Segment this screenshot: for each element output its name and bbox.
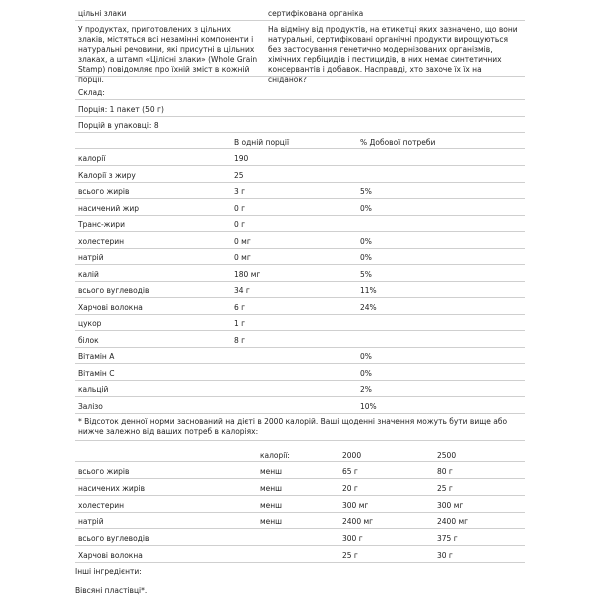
fact-daily-percent: 0% xyxy=(360,352,372,361)
row-divider xyxy=(75,314,525,315)
row-divider xyxy=(75,231,525,232)
fact-name: Вітамін А xyxy=(78,352,115,361)
fact-daily-percent: 0% xyxy=(360,253,372,262)
dv-2500-header: 2500 xyxy=(437,451,457,460)
row-divider xyxy=(75,215,525,216)
dv-condition: менш xyxy=(260,517,283,527)
organic-text: На відміну від продуктів, на етикетці яких зазначено, що вони натуральні, сертифіковані органічні продукти вирощуються без застосування генетично модернізованих організмів, хімічних гербіцидів і пестицидів, в них немає синтетичних консервантів і добавок. Насправді, хто захоче їх їх на сніданок? xyxy=(268,25,518,84)
fact-name: Транс-жири xyxy=(78,220,125,229)
intro-divider xyxy=(75,20,525,21)
row-divider xyxy=(75,528,525,529)
fact-name: Залізо xyxy=(78,401,103,411)
fact-amount: 0 мг xyxy=(234,253,251,262)
fact-amount: 180 мг xyxy=(234,269,261,279)
footnote: * Відсоток денної норми заснований на дієті в 2000 калорій. Ваші щоденні значення можуть бути вище або нижче залежно від ваших потреб в калоріях: xyxy=(78,417,508,436)
fact-name: насичений жир xyxy=(78,203,139,213)
col-per-serving: В одній порції xyxy=(234,138,290,147)
row-divider xyxy=(75,198,525,199)
fact-amount: 1 г xyxy=(234,319,246,328)
dv-value-2000: 20 г xyxy=(342,483,358,493)
row-divider xyxy=(75,495,525,496)
row-divider xyxy=(75,396,525,397)
fact-amount: 0 г xyxy=(234,220,246,229)
divider xyxy=(75,440,525,441)
dv-condition: менш xyxy=(260,500,283,510)
row-divider xyxy=(75,165,525,166)
fact-name: холестерин xyxy=(78,236,125,246)
dv-nutrient: холестерин xyxy=(78,500,125,510)
dv-value-2500: 300 мг xyxy=(437,500,464,510)
fact-daily-percent: 10% xyxy=(360,401,377,411)
row-divider xyxy=(75,347,525,348)
dv-value-2500: 80 г xyxy=(437,467,453,476)
row-divider xyxy=(75,363,525,364)
fact-amount: 0 мг xyxy=(234,236,251,246)
dv-calories-label: калорії: xyxy=(260,451,290,460)
fact-amount: 25 xyxy=(234,170,244,180)
intro-bottom-divider xyxy=(75,76,525,77)
dv-nutrient: натрій xyxy=(78,517,104,527)
row-divider xyxy=(75,545,525,546)
fact-amount: 0 г xyxy=(234,203,246,213)
row-divider xyxy=(75,297,525,298)
ingredients-heading: Інші інгредієнти: xyxy=(75,567,142,576)
fact-amount: 34 г xyxy=(234,286,250,295)
fact-daily-percent: 24% xyxy=(360,302,377,312)
organic-heading: сертифікована органіка xyxy=(268,9,364,18)
fact-name: калій xyxy=(78,269,99,279)
fact-daily-percent: 11% xyxy=(360,286,377,295)
fact-amount: 6 г xyxy=(234,302,246,312)
fact-daily-percent: 0% xyxy=(360,236,372,246)
row-divider xyxy=(75,413,525,414)
row-divider xyxy=(75,248,525,249)
fact-name: натрій xyxy=(78,253,104,262)
row-divider xyxy=(75,330,525,331)
dv-condition: менш xyxy=(260,483,283,493)
fact-amount: 3 г xyxy=(234,187,246,196)
divider xyxy=(75,99,525,100)
serving-size: Порція: 1 пакет (50 г) xyxy=(78,105,164,114)
dv-value-2000: 2400 мг xyxy=(342,517,374,527)
fact-name: цукор xyxy=(78,319,102,328)
dv-condition: менш xyxy=(260,467,283,476)
row-divider xyxy=(75,380,525,381)
servings-per-pack: Порцій в упаковці: 8 xyxy=(78,121,159,130)
row-divider xyxy=(75,281,525,282)
fact-daily-percent: 0% xyxy=(360,203,372,213)
fact-daily-percent: 5% xyxy=(360,269,372,279)
dv-value-2000: 65 г xyxy=(342,467,358,476)
fact-daily-percent: 0% xyxy=(360,368,372,378)
fact-amount: 8 г xyxy=(234,335,246,345)
divider xyxy=(75,132,525,133)
whole-grain-text: У продуктах, приготовлених з цільних злаків, містяться всі незамінні компоненти і натуральні речовини, які присутні в цільних злаках, а штамп «Цілісні злаки» (Whole Grain Stamp) повідомляє про їхній зміст в кожній порції. xyxy=(78,25,258,84)
divider xyxy=(75,148,525,149)
dv-value-2500: 25 г xyxy=(437,483,453,493)
dv-value-2000: 25 г xyxy=(342,551,358,560)
dv-nutrient: насичених жирів xyxy=(78,483,146,493)
divider xyxy=(75,461,525,462)
row-divider xyxy=(75,512,525,513)
dv-value-2500: 2400 мг xyxy=(437,517,469,527)
ingredients-text: Вівсяні пластівці*. xyxy=(75,586,148,595)
whole-grain-heading: цільні злаки xyxy=(78,9,127,18)
dv-nutrient: всього вуглеводів xyxy=(78,534,150,544)
fact-name: білок xyxy=(78,335,99,345)
dv-nutrient: Харчові волокна xyxy=(78,551,143,560)
row-divider xyxy=(75,478,525,479)
row-divider xyxy=(75,562,525,563)
fact-name: всього жирів xyxy=(78,187,130,196)
fact-name: Вітамін С xyxy=(78,368,115,378)
dv-value-2000: 300 г xyxy=(342,534,363,544)
dv-value-2500: 375 г xyxy=(437,534,458,544)
fact-name: калорії xyxy=(78,154,106,163)
col-daily-percent: % Добової потреби xyxy=(360,138,436,147)
divider xyxy=(75,116,525,117)
dv-nutrient: всього жирів xyxy=(78,467,130,476)
fact-name: всього вуглеводів xyxy=(78,286,150,295)
fact-daily-percent: 5% xyxy=(360,187,372,196)
dv-value-2000: 300 мг xyxy=(342,500,369,510)
dv-2000-header: 2000 xyxy=(342,451,362,460)
fact-name: Калорії з жиру xyxy=(78,170,136,180)
row-divider xyxy=(75,264,525,265)
fact-name: кальцій xyxy=(78,385,109,394)
dv-value-2500: 30 г xyxy=(437,551,453,560)
fact-daily-percent: 2% xyxy=(360,385,372,394)
fact-name: Харчові волокна xyxy=(78,302,143,312)
fact-amount: 190 xyxy=(234,154,249,163)
row-divider xyxy=(75,182,525,183)
composition-label: Склад: xyxy=(78,88,105,97)
